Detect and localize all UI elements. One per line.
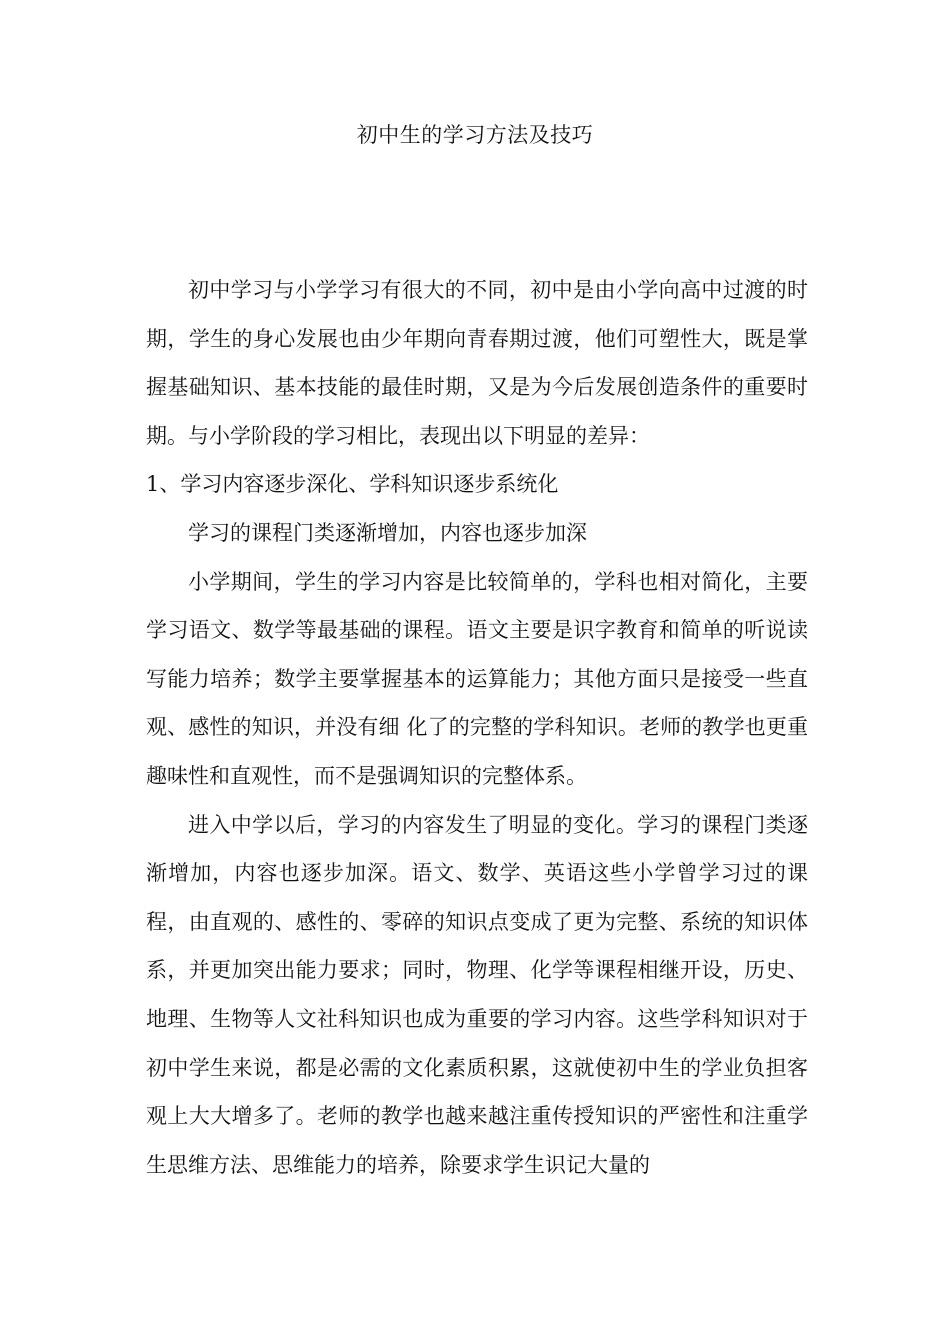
paragraph-primary-school: 小学期间，学生的学习内容是比较简单的，学科也相对简化，主要学习语文、数学等最基础的课程。语文主要是识字教育和简单的听说读写能力培养；数学主要掌握基本的运算能力；其他方面只是接受一些直观、感性的知识，并没有细 化了的完整的学科知识。老师的教学也更重趣味性和直观性，而不是强调知识的完整体系。 xyxy=(146,569,808,788)
paragraph-middle-school: 进入中学以后，学习的内容发生了明显的变化。学习的课程门类逐渐增加，内容也逐步加深。语文、数学、英语这些小学曾学习过的课程，由直观的、感性的、零碎的知识点变成了更为完整、系统的知识体系，并更加突出能力要求；同时，物理、化学等课程相继开设，历史、地理、生物等人文社科知识也成为重要的学习内容。这些学科知识对于初中学生来说，都是必需的文化素质积累，这就使初中生的学业负担客观上大大增多了。老师的教学也越来越注重传授知识的严密性和注重学生思维方法、思维能力的培养，除要求学生识记大量的 xyxy=(146,812,808,1177)
document-title: 初中生的学习方法及技巧 xyxy=(356,123,594,147)
section-heading: 1、学习内容逐步深化、学科知识逐步系统化 xyxy=(146,472,559,497)
paragraph-intro: 初中学习与小学学习有很大的不同，初中是由小学向高中过渡的时期，学生的身心发展也由少年期向青春期过渡，他们可塑性大，既是掌握基础知识、基本技能的最佳时期，又是为今后发展创造条件的重要时期。与小学阶段的学习相比，表现出以下明显的差异： xyxy=(146,278,808,448)
subheading: 学习的课程门类逐渐增加，内容也逐步加深 xyxy=(188,520,587,545)
document-body xyxy=(146,266,808,1189)
